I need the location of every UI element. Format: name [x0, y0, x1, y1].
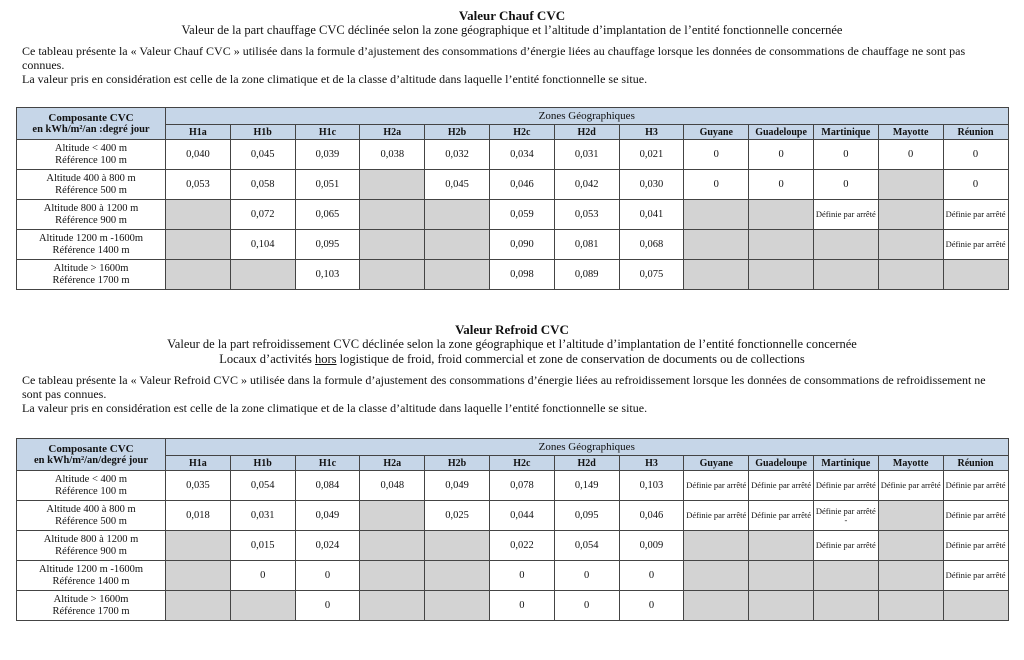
- cooling-subtitle-2: [0, 352, 1024, 367]
- altitude-range: Altitude < 400 m: [54, 473, 128, 485]
- value-cell-h1a: 0,035: [166, 471, 231, 501]
- value-cell-reunion: Définie par arrêté: [943, 501, 1008, 531]
- value-cell-guadeloupe: Définie par arrêté: [749, 471, 814, 501]
- value-cell-guyane: [684, 561, 749, 591]
- column-header-h2b: H2b: [425, 125, 490, 140]
- column-header-h1c: H1c: [295, 125, 360, 140]
- value-cell-h2a: [360, 531, 425, 561]
- cooling-section: [0, 322, 1024, 415]
- value-cell-h2b: [425, 531, 490, 561]
- component-title: Composante CVC: [48, 111, 134, 124]
- value-cell-h1b: 0,015: [230, 531, 295, 561]
- value-cell-mayotte: [878, 260, 943, 290]
- column-header-mayotte: Mayotte: [878, 456, 943, 471]
- table-row: [17, 561, 1009, 591]
- value-cell-h2a: [360, 561, 425, 591]
- value-cell-h2a: [360, 591, 425, 621]
- altitude-class-cell: [17, 200, 166, 230]
- value-cell-h3: 0,068: [619, 230, 684, 260]
- zones-header: Zones Géographiques: [166, 108, 1009, 125]
- column-header-guyane: Guyane: [684, 456, 749, 471]
- value-cell-h2d: 0,053: [554, 200, 619, 230]
- column-header-h2b: H2b: [425, 456, 490, 471]
- table-row: [17, 230, 1009, 260]
- value-cell-h1b: [230, 591, 295, 621]
- value-cell-guyane: [684, 591, 749, 621]
- value-cell-h2c: 0,022: [489, 531, 554, 561]
- component-header: [17, 439, 166, 471]
- value-cell-h1c: 0,049: [295, 501, 360, 531]
- altitude-range: Altitude > 1600m: [53, 593, 129, 605]
- value-cell-reunion: [943, 260, 1008, 290]
- heating-subtitle: Valeur de la part chauffage CVC déclinée selon la zone géographique et l’altitude d’implantation de l’entité fonctionnelle concernée: [181, 23, 843, 37]
- value-cell-h2a: [360, 170, 425, 200]
- altitude-class-cell: [17, 471, 166, 501]
- value-cell-h2d: 0,054: [554, 531, 619, 561]
- value-cell-h3: 0: [619, 591, 684, 621]
- value-cell-h2a: 0,048: [360, 471, 425, 501]
- altitude-reference: Référence 500 m: [55, 184, 127, 196]
- value-cell-guadeloupe: [749, 200, 814, 230]
- value-cell-h1a: 0,053: [166, 170, 231, 200]
- zones-header: Zones Géographiques: [166, 439, 1009, 456]
- cooling-subtitle-1: Valeur de la part refroidissement CVC déclinée selon la zone géographique et l’altitude d’implantation de l’entité fonctionnelle concernée: [167, 337, 857, 351]
- column-header-h3: H3: [619, 456, 684, 471]
- cooling-description: [22, 373, 1002, 415]
- altitude-reference: Référence 900 m: [55, 214, 127, 226]
- value-cell-reunion: [943, 591, 1008, 621]
- value-cell-reunion: Définie par arrêté: [943, 471, 1008, 501]
- value-cell-h1c: 0,065: [295, 200, 360, 230]
- value-cell-martinique: Définie par arrêté: [813, 200, 878, 230]
- column-header-reunion: Réunion: [943, 125, 1008, 140]
- altitude-range: Altitude > 1600m: [53, 262, 129, 274]
- cooling-table: [16, 438, 1009, 621]
- value-cell-guyane: [684, 531, 749, 561]
- altitude-class-cell: [17, 260, 166, 290]
- column-header-h2d: H2d: [554, 456, 619, 471]
- value-cell-guadeloupe: [749, 531, 814, 561]
- value-cell-mayotte: [878, 200, 943, 230]
- value-cell-h1c: 0,051: [295, 170, 360, 200]
- value-cell-h2d: 0,081: [554, 230, 619, 260]
- table-row: [17, 591, 1009, 621]
- value-cell-reunion: Définie par arrêté: [943, 561, 1008, 591]
- value-cell-guadeloupe: 0: [749, 140, 814, 170]
- value-cell-h2d: 0,089: [554, 260, 619, 290]
- value-cell-guadeloupe: [749, 561, 814, 591]
- value-cell-guyane: [684, 260, 749, 290]
- value-cell-martinique: Définie par arrêté: [813, 531, 878, 561]
- column-header-h2c: H2c: [489, 456, 554, 471]
- altitude-reference: Référence 1400 m: [52, 575, 130, 587]
- value-cell-h2a: 0,038: [360, 140, 425, 170]
- cooling-subtitle-2-post: logistique de froid, froid commercial et zone de conservation de documents ou de collections: [336, 352, 805, 366]
- value-cell-h1c: 0: [295, 591, 360, 621]
- altitude-reference: Référence 1700 m: [52, 274, 130, 286]
- altitude-range: Altitude 1200 m -1600m: [38, 563, 144, 575]
- value-cell-h1b: [230, 260, 295, 290]
- value-cell-h3: 0,021: [619, 140, 684, 170]
- value-cell-mayotte: [878, 501, 943, 531]
- altitude-range: Altitude 800 à 1200 m: [43, 202, 139, 214]
- value-cell-h1a: [166, 561, 231, 591]
- table-row: [17, 200, 1009, 230]
- altitude-class-cell: [17, 591, 166, 621]
- value-cell-h2a: [360, 230, 425, 260]
- table-row: [17, 501, 1009, 531]
- value-cell-mayotte: Définie par arrêté: [878, 471, 943, 501]
- value-cell-h2b: 0,049: [425, 471, 490, 501]
- value-cell-h2b: [425, 260, 490, 290]
- value-cell-h1c: 0: [295, 561, 360, 591]
- component-unit: en kWh/m²/an :degré jour: [32, 123, 150, 135]
- table-row: [17, 471, 1009, 501]
- value-cell-martinique: 0: [813, 140, 878, 170]
- value-cell-h2b: [425, 200, 490, 230]
- value-cell-h2c: 0: [489, 561, 554, 591]
- altitude-class-cell: [17, 230, 166, 260]
- heating-title: Valeur Chauf CVC: [458, 8, 566, 23]
- column-header-guadeloupe: Guadeloupe: [749, 456, 814, 471]
- value-cell-mayotte: [878, 531, 943, 561]
- value-cell-h1a: [166, 200, 231, 230]
- value-cell-reunion: Définie par arrêté: [943, 531, 1008, 561]
- value-cell-h2d: 0: [554, 561, 619, 591]
- value-cell-guyane: 0: [684, 140, 749, 170]
- cooling-subtitle-2-underlined: hors: [315, 352, 337, 366]
- value-cell-reunion: 0: [943, 140, 1008, 170]
- value-cell-h1a: [166, 531, 231, 561]
- value-cell-h1c: 0,024: [295, 531, 360, 561]
- altitude-range: Altitude 400 à 800 m: [46, 503, 136, 515]
- value-cell-martinique: [813, 260, 878, 290]
- table-row: [17, 260, 1009, 290]
- value-cell-h2a: [360, 501, 425, 531]
- column-header-h1a: H1a: [166, 125, 231, 140]
- value-cell-guyane: 0: [684, 170, 749, 200]
- altitude-class-cell: [17, 531, 166, 561]
- value-cell-h3: 0,075: [619, 260, 684, 290]
- column-header-h1b: H1b: [230, 125, 295, 140]
- column-header-h1a: H1a: [166, 456, 231, 471]
- value-cell-h3: 0,041: [619, 200, 684, 230]
- value-cell-martinique: 0: [813, 170, 878, 200]
- value-cell-h2a: [360, 260, 425, 290]
- table-row: [17, 170, 1009, 200]
- value-cell-h1b: 0,054: [230, 471, 295, 501]
- value-cell-guyane: [684, 200, 749, 230]
- cooling-para-2: La valeur pris en considération est celle de la zone climatique et de la classe d’altitude dans laquelle l’entité fonctionnelle se situe.: [22, 401, 648, 415]
- cooling-para-1: Ce tableau présente la « Valeur Refroid CVC » utilisée dans la formule d’ajustement des consommations d’énergie liées au refroidissement lorsque les données de consommations de refroidissement ne sont pas connues.: [22, 373, 986, 401]
- value-cell-martinique: Définie par arrêté: [813, 471, 878, 501]
- altitude-class-cell: [17, 140, 166, 170]
- altitude-reference: Référence 1700 m: [52, 605, 130, 617]
- column-header-martinique: Martinique: [813, 456, 878, 471]
- value-cell-h2c: 0,044: [489, 501, 554, 531]
- heating-description: [22, 44, 1002, 86]
- column-header-h1b: H1b: [230, 456, 295, 471]
- column-header-h2a: H2a: [360, 456, 425, 471]
- altitude-class-cell: [17, 501, 166, 531]
- value-cell-mayotte: [878, 591, 943, 621]
- value-cell-h3: 0,030: [619, 170, 684, 200]
- value-cell-guyane: Définie par arrêté: [684, 501, 749, 531]
- value-cell-h2d: 0: [554, 591, 619, 621]
- value-cell-guadeloupe: Définie par arrêté: [749, 501, 814, 531]
- value-cell-guyane: Définie par arrêté: [684, 471, 749, 501]
- cooling-subtitle-2-pre: Locaux d’activités: [219, 352, 315, 366]
- column-header-h3: H3: [619, 125, 684, 140]
- heating-section: [0, 8, 1024, 86]
- table-row: [17, 140, 1009, 170]
- column-header-reunion: Réunion: [943, 456, 1008, 471]
- value-cell-martinique: [813, 561, 878, 591]
- value-cell-h2b: 0,032: [425, 140, 490, 170]
- column-header-h2a: H2a: [360, 125, 425, 140]
- altitude-class-cell: [17, 170, 166, 200]
- value-cell-h3: 0,046: [619, 501, 684, 531]
- value-cell-h1c: 0,084: [295, 471, 360, 501]
- value-cell-h1a: [166, 260, 231, 290]
- value-cell-h2b: [425, 561, 490, 591]
- value-cell-mayotte: [878, 170, 943, 200]
- value-cell-guadeloupe: [749, 230, 814, 260]
- altitude-range: Altitude 800 à 1200 m: [43, 533, 139, 545]
- value-cell-h2a: [360, 200, 425, 230]
- value-cell-mayotte: [878, 561, 943, 591]
- value-cell-h1b: 0,031: [230, 501, 295, 531]
- value-cell-h2c: 0,034: [489, 140, 554, 170]
- value-cell-h1a: 0,040: [166, 140, 231, 170]
- column-header-h2c: H2c: [489, 125, 554, 140]
- zone-columns-row: [17, 456, 1009, 471]
- altitude-reference: Référence 900 m: [55, 545, 127, 557]
- table-row: [17, 531, 1009, 561]
- altitude-reference: Référence 100 m: [55, 485, 127, 497]
- value-cell-h2d: 0,031: [554, 140, 619, 170]
- column-header-mayotte: Mayotte: [878, 125, 943, 140]
- column-header-martinique: Martinique: [813, 125, 878, 140]
- value-cell-h2d: 0,042: [554, 170, 619, 200]
- value-cell-guadeloupe: [749, 591, 814, 621]
- altitude-range: Altitude 1200 m -1600m: [38, 232, 144, 244]
- value-cell-mayotte: 0: [878, 140, 943, 170]
- column-header-h1c: H1c: [295, 456, 360, 471]
- value-cell-h1b: 0,104: [230, 230, 295, 260]
- value-cell-martinique: [813, 230, 878, 260]
- value-cell-h2c: 0,078: [489, 471, 554, 501]
- value-cell-mayotte: [878, 230, 943, 260]
- value-cell-h3: 0: [619, 561, 684, 591]
- heating-para-2: La valeur pris en considération est celle de la zone climatique et de la classe d’altitude dans laquelle l’entité fonctionnelle se situe.: [22, 72, 648, 86]
- value-cell-h1b: 0,072: [230, 200, 295, 230]
- component-title: Composante CVC: [48, 442, 134, 455]
- value-cell-h2c: 0: [489, 591, 554, 621]
- value-cell-h2c: 0,046: [489, 170, 554, 200]
- value-cell-h1a: [166, 230, 231, 260]
- value-cell-h1a: [166, 591, 231, 621]
- value-cell-h2c: 0,090: [489, 230, 554, 260]
- value-cell-h1b: 0,058: [230, 170, 295, 200]
- value-cell-martinique: [813, 591, 878, 621]
- value-cell-h1c: 0,095: [295, 230, 360, 260]
- altitude-reference: Référence 500 m: [55, 515, 127, 527]
- value-cell-reunion: 0: [943, 170, 1008, 200]
- cooling-title: Valeur Refroid CVC: [455, 322, 569, 337]
- value-cell-h2b: 0,025: [425, 501, 490, 531]
- value-cell-guyane: [684, 230, 749, 260]
- altitude-range: Altitude < 400 m: [54, 142, 128, 154]
- value-cell-reunion: Définie par arrêté: [943, 200, 1008, 230]
- value-cell-guadeloupe: 0: [749, 170, 814, 200]
- value-cell-h2c: 0,059: [489, 200, 554, 230]
- value-cell-martinique: Définie par arrêté -: [813, 501, 878, 531]
- value-cell-h2d: 0,095: [554, 501, 619, 531]
- heating-table: [16, 107, 1009, 290]
- heating-para-1: Ce tableau présente la « Valeur Chauf CVC » utilisée dans la formule d’ajustement des consommations d’énergie liées au chauffage lorsque les données de consommations de chauffage ne sont pas connues.: [22, 44, 966, 72]
- component-unit: en kWh/m²/an/degré jour: [34, 454, 148, 466]
- altitude-class-cell: [17, 561, 166, 591]
- value-cell-h2b: [425, 230, 490, 260]
- value-cell-h1b: 0,045: [230, 140, 295, 170]
- value-cell-h1c: 0,039: [295, 140, 360, 170]
- altitude-reference: Référence 1400 m: [52, 244, 130, 256]
- column-header-guadeloupe: Guadeloupe: [749, 125, 814, 140]
- altitude-range: Altitude 400 à 800 m: [46, 172, 136, 184]
- value-cell-guadeloupe: [749, 260, 814, 290]
- value-cell-h3: 0,103: [619, 471, 684, 501]
- value-cell-h2d: 0,149: [554, 471, 619, 501]
- value-cell-h1a: 0,018: [166, 501, 231, 531]
- column-header-h2d: H2d: [554, 125, 619, 140]
- value-cell-h3: 0,009: [619, 531, 684, 561]
- value-cell-h1b: 0: [230, 561, 295, 591]
- zone-columns-row: [17, 125, 1009, 140]
- component-header: [17, 108, 166, 140]
- value-cell-reunion: Définie par arrêté: [943, 230, 1008, 260]
- value-cell-h2c: 0,098: [489, 260, 554, 290]
- value-cell-h2b: 0,045: [425, 170, 490, 200]
- value-cell-h1c: 0,103: [295, 260, 360, 290]
- column-header-guyane: Guyane: [684, 125, 749, 140]
- altitude-reference: Référence 100 m: [55, 154, 127, 166]
- value-cell-h2b: [425, 591, 490, 621]
